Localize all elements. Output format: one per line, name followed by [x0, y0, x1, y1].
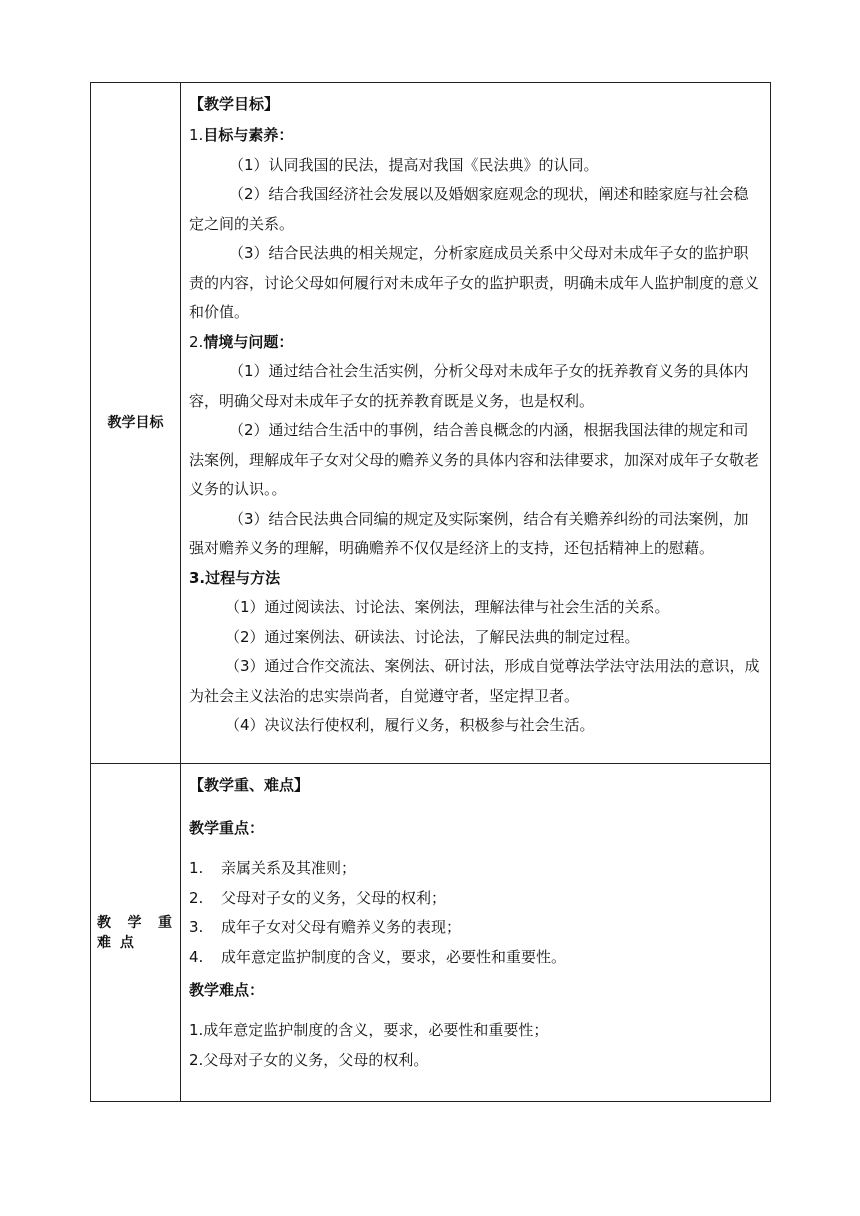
- section-2-title: 2.情境与问题：: [189, 332, 294, 351]
- key-difficult-label-cell: [91, 764, 181, 1102]
- lesson-plan-table: [90, 82, 771, 1102]
- objectives-content-cell: [181, 83, 771, 764]
- key-points-title: 教学重点：: [189, 819, 265, 837]
- objectives-heading: 【教学目标】: [189, 95, 280, 113]
- section-3-item: （3）通过合作交流法、案例法、研讨法，形成自觉尊法学法守法用法的意识，成为社会主义法治的忠实崇尚者，自觉遵守者，坚定捍卫者。: [189, 657, 760, 705]
- key-point-item: 1. 亲属关系及其准则；: [189, 859, 357, 877]
- key-difficult-row: [91, 764, 771, 1102]
- section-2-item: （3）结合民法典合同编的规定及实际案例，结合有关赡养纠纷的司法案例，加强对赡养义务的理解，明确赡养不仅仅是经济上的支持，还包括精神上的慰藉。: [189, 509, 749, 557]
- difficult-point-item: 1.成年意定监护制度的含义，要求，必要性和重要性；: [189, 1021, 549, 1039]
- key-point-item: 3. 成年子女对父母有赡养义务的表现；: [189, 918, 462, 936]
- key-point-item: 4. 成年意定监护制度的含义，要求，必要性和重要性。: [189, 947, 567, 966]
- section-1-title: 1.目标与素养：: [189, 126, 294, 144]
- section-3-item: （1）通过阅读法、讨论法、案例法，理解法律与社会生活的关系。: [225, 598, 670, 616]
- section-3-item: （4）决议法行使权利，履行义务，积极参与社会生活。: [225, 716, 595, 734]
- objectives-label-cell: [91, 83, 181, 764]
- key-difficult-content-cell: [181, 764, 771, 1102]
- section-3-item: （2）通过案例法、研读法、讨论法，了解民法典的制定过程。: [225, 627, 640, 646]
- key-point-item: 2. 父母对子女的义务，父母的权利；: [189, 888, 447, 907]
- key-difficult-heading: 【教学重、难点】: [189, 776, 310, 794]
- objectives-row: [91, 83, 771, 764]
- difficult-points-title: 教学难点：: [189, 981, 265, 999]
- key-difficult-label: 教 学 重 难 点: [97, 914, 174, 951]
- objectives-label: 教学目标: [107, 415, 164, 431]
- difficult-point-item: 2.父母对子女的义务，父母的权利。: [189, 1050, 429, 1069]
- section-2-item: （1）通过结合社会生活实例，分析父母对未成年子女的抚养教育义务的具体内容，明确父母对未成年子女的抚养教育既是义务，也是权利。: [189, 362, 749, 410]
- section-1-item: （2）结合我国经济社会发展以及婚姻家庭观念的现状，阐述和睦家庭与社会稳定之间的关系。: [189, 185, 749, 233]
- section-1-item: （3）结合民法典的相关规定，分析家庭成员关系中父母对未成年子女的监护职责的内容，讨论父母如何履行对未成年子女的监护职责，明确未成年人监护制度的意义和价值。: [189, 244, 760, 321]
- section-3-title: 3.过程与方法: [189, 568, 281, 587]
- section-1-item: （1）认同我国的民法，提高对我国《民法典》的认同。: [229, 155, 599, 174]
- section-2-item: （2）通过结合生活中的事例，结合善良概念的内涵，根据我国法律的规定和司法案例，理解成年子女对父母的赡养义务的具体内容和法律要求，加深对成年子女敬老义务的认识。。: [189, 421, 760, 498]
